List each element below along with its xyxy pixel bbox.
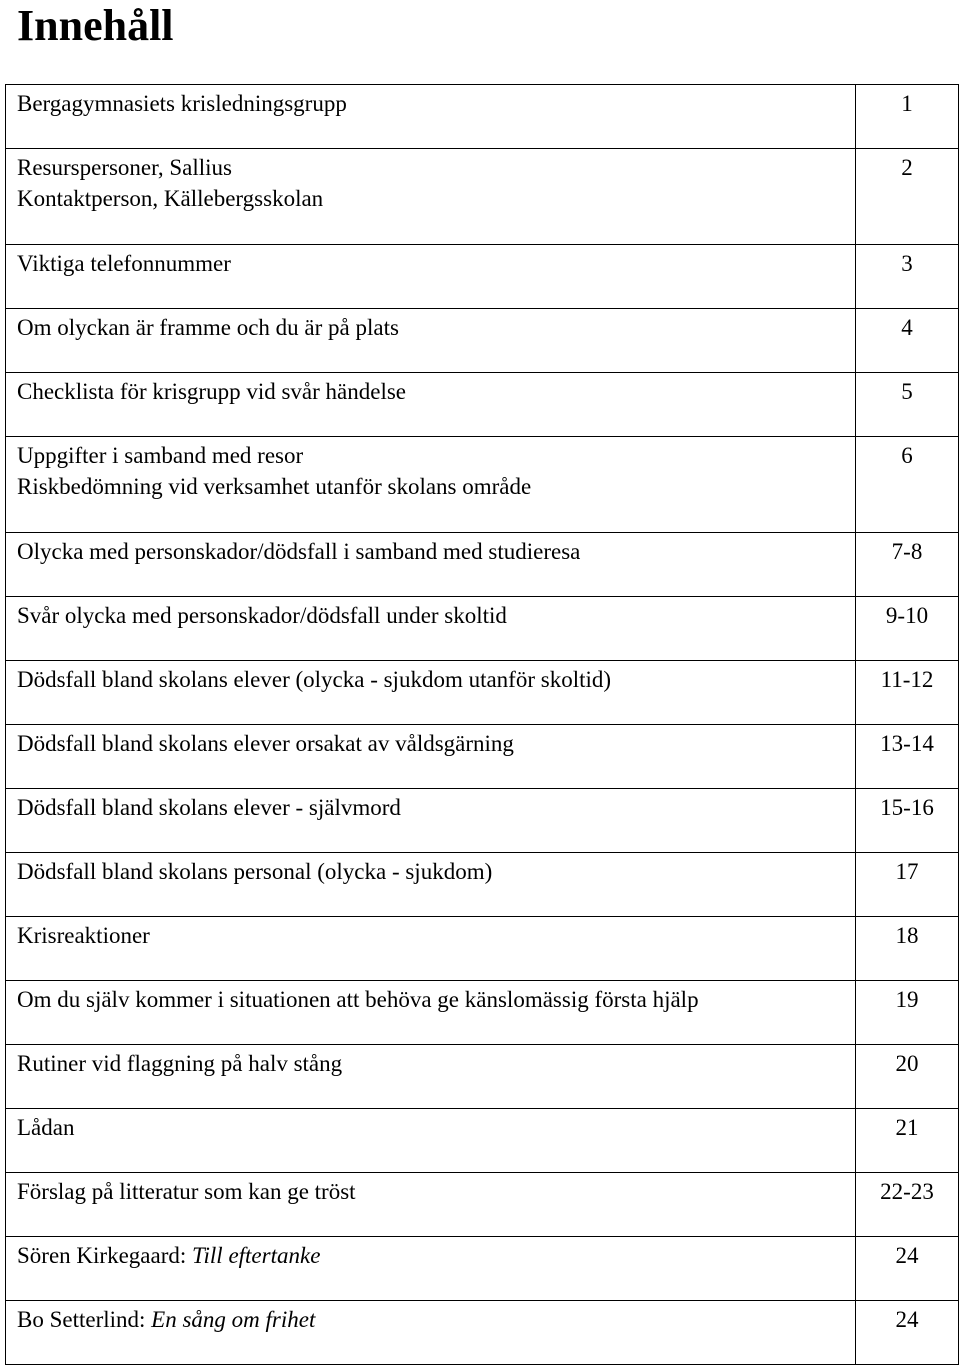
toc-page-number: 21 [856, 1109, 959, 1173]
toc-row [6, 85, 959, 149]
toc-row [6, 789, 959, 853]
toc-row [6, 533, 959, 597]
toc-entry-text: Bergagymnasiets krisledningsgrupp [17, 91, 347, 116]
toc-entry-cell [6, 245, 856, 309]
page-title: Innehåll [17, 1, 174, 50]
toc-entry-text: Om du själv kommer i situationen att behöva ge känslomässig första hjälp [17, 987, 699, 1012]
toc-entry-text: Dödsfall bland skolans elever - självmord [17, 795, 401, 820]
toc-entry-text: Förslag på litteratur som kan ge tröst [17, 1179, 356, 1204]
toc-row [6, 437, 959, 533]
toc-page-number: 4 [856, 309, 959, 373]
toc-row [6, 1109, 959, 1173]
toc-entry-text: Rutiner vid flaggning på halv stång [17, 1051, 343, 1076]
toc-page-number: 5 [856, 373, 959, 437]
toc-row [6, 853, 959, 917]
toc-entry-text: Dödsfall bland skolans elever (olycka - sjukdom utanför skoltid) [17, 667, 612, 692]
toc-page-number: 24 [856, 1301, 959, 1365]
toc-entry-cell [6, 981, 856, 1045]
toc-entry-cell [6, 1109, 856, 1173]
toc-entry-text: Olycka med personskador/dödsfall i samband med studieresa [17, 539, 581, 564]
toc-page-number: 6 [856, 437, 959, 533]
toc-entry-text: Lådan [17, 1115, 75, 1140]
toc-entry-text: Resurspersoner, Sallius [17, 155, 232, 180]
toc-entry-text: Riskbedömning vid verksamhet utanför skolans område [17, 474, 532, 499]
toc-page-number: 17 [856, 853, 959, 917]
toc-entry-cell [6, 533, 856, 597]
toc-entry-cell [6, 1045, 856, 1109]
toc-entry-cell [6, 149, 856, 245]
toc-entry-text: Uppgifter i samband med resor [17, 443, 304, 468]
toc-entry-cell [6, 1301, 856, 1365]
toc-entry-text: Viktiga telefonnummer [17, 251, 231, 276]
toc-page-number: 11-12 [856, 661, 959, 725]
toc-entry-cell [6, 85, 856, 149]
toc-entry-text [17, 1240, 845, 1271]
toc-entry-cell [6, 853, 856, 917]
toc-row [6, 373, 959, 437]
toc-row [6, 245, 959, 309]
toc-entry-author: Bo Setterlind: [17, 1307, 152, 1332]
toc-entry-text: Dödsfall bland skolans elever orsakat av våldsgärning [17, 731, 514, 756]
toc-entry-text: Svår olycka med personskador/dödsfall under skoltid [17, 603, 507, 628]
toc-page-number: 19 [856, 981, 959, 1045]
toc-entry-cell [6, 437, 856, 533]
toc-page-number: 20 [856, 1045, 959, 1109]
toc-entry-work-title: En sång om frihet [151, 1307, 316, 1332]
toc-page-number: 18 [856, 917, 959, 981]
toc-row [6, 917, 959, 981]
toc-row [6, 1045, 959, 1109]
toc-row [6, 1301, 959, 1365]
toc-row [6, 1173, 959, 1237]
toc-page-number: 2 [856, 149, 959, 245]
toc-entry-author: Sören Kirkegaard: [17, 1243, 192, 1268]
toc-page-number: 1 [856, 85, 959, 149]
toc-page-number: 3 [856, 245, 959, 309]
toc-entry-cell [6, 917, 856, 981]
toc-page-number: 13-14 [856, 725, 959, 789]
toc-row [6, 309, 959, 373]
toc-row [6, 1237, 959, 1301]
toc-row [6, 597, 959, 661]
toc-entry-text [17, 1304, 845, 1335]
toc-entry-cell [6, 725, 856, 789]
toc-entry-text: Dödsfall bland skolans personal (olycka - sjukdom) [17, 859, 493, 884]
toc-entry-cell [6, 661, 856, 725]
toc-row [6, 661, 959, 725]
toc-page-number: 22-23 [856, 1173, 959, 1237]
toc-page-number: 7-8 [856, 533, 959, 597]
toc-entry-cell [6, 789, 856, 853]
toc-entry-cell [6, 1173, 856, 1237]
toc-table [5, 84, 959, 1365]
toc-page-number: 9-10 [856, 597, 959, 661]
toc-entry-cell [6, 597, 856, 661]
toc-row [6, 149, 959, 245]
toc-page-number: 15-16 [856, 789, 959, 853]
toc-entry-text: Krisreaktioner [17, 923, 150, 948]
toc-entry-text: Om olyckan är framme och du är på plats [17, 315, 399, 340]
toc-entry-text: Kontaktperson, Källebergsskolan [17, 186, 324, 211]
toc-page-number: 24 [856, 1237, 959, 1301]
toc-entry-text: Checklista för krisgrupp vid svår händelse [17, 379, 406, 404]
toc-entry-cell [6, 373, 856, 437]
toc-entry-cell [6, 309, 856, 373]
toc-entry-cell [6, 1237, 856, 1301]
toc-entry-work-title: Till eftertanke [192, 1243, 321, 1268]
toc-row [6, 725, 959, 789]
toc-row [6, 981, 959, 1045]
